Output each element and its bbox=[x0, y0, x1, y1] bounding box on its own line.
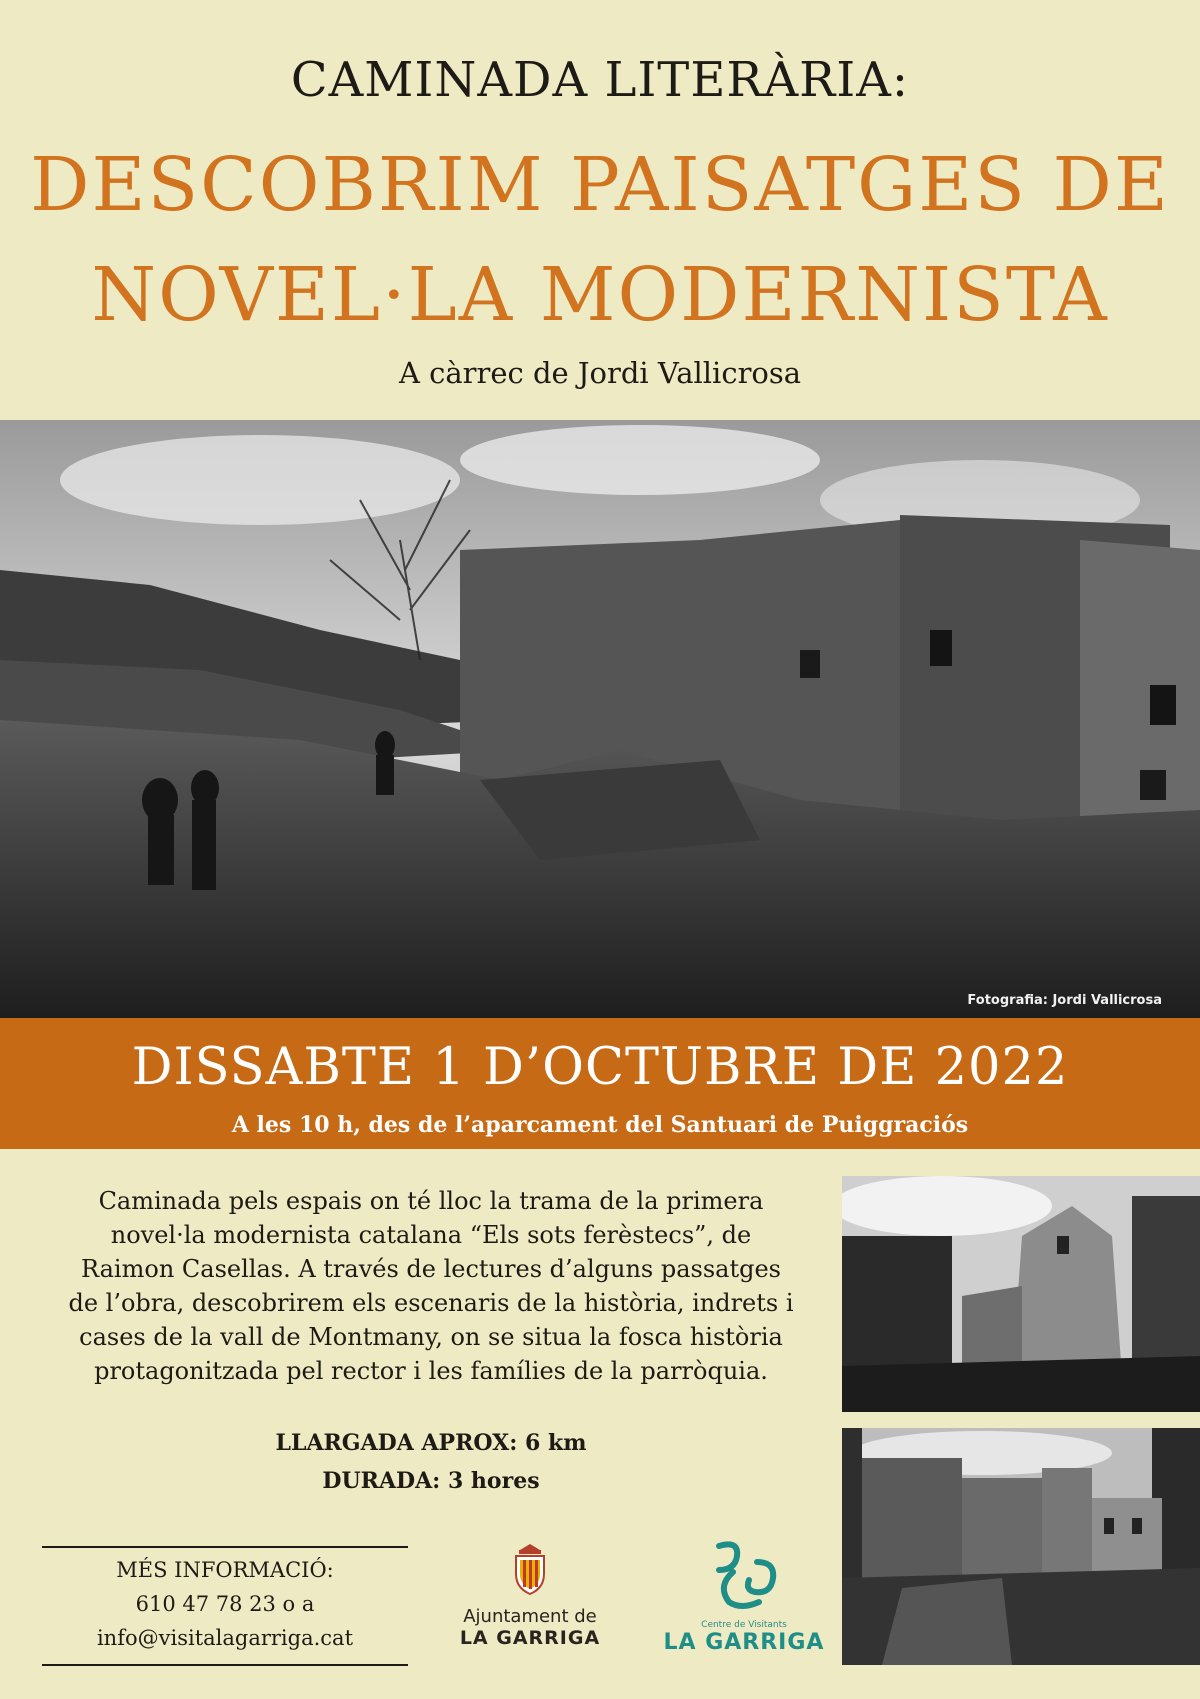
contact-email[interactable]: info@visitalagarriga.cat bbox=[96, 1626, 354, 1650]
poster-byline: A càrrec de Jordi Vallicrosa bbox=[398, 356, 802, 390]
visitor-centre-name: LA GARRIGA bbox=[663, 1630, 825, 1655]
contact-info bbox=[42, 1546, 408, 1666]
side-photo-church-ruin bbox=[842, 1176, 1200, 1412]
description-line: cases de la vall de Montmany, on se situa la fosca història bbox=[79, 1323, 783, 1351]
side-photo-farmhouse-ruin bbox=[842, 1428, 1200, 1665]
contact-heading: MÉS INFORMACIÓ: bbox=[116, 1558, 334, 1582]
date-banner bbox=[0, 1018, 1200, 1149]
ajuntament-logo bbox=[430, 1540, 630, 1649]
description-line: novel·la modernista catalana “Els sots ferèstecs”, de bbox=[110, 1221, 752, 1249]
photo-credit: Fotografia: Jordi Vallicrosa bbox=[967, 993, 1162, 1008]
visitor-centre-small: Centre de Visitants bbox=[701, 1620, 787, 1630]
event-meeting-point: A les 10 h, des de l’aparcament del Santuari de Puiggraciós bbox=[231, 1112, 969, 1138]
contact-phone: 610 47 78 23 o a bbox=[135, 1592, 315, 1616]
contact-top-rule bbox=[42, 1546, 408, 1548]
poster-kicker: CAMINADA LITERÀRIA: bbox=[290, 52, 910, 108]
visitor-centre-icon bbox=[699, 1536, 789, 1616]
farmhouse-ruin-image bbox=[842, 1428, 1200, 1665]
church-ruin-image bbox=[842, 1176, 1200, 1412]
visitor-centre-logo bbox=[654, 1536, 834, 1655]
description-line: Caminada pels espais on té lloc la trama de la primera bbox=[98, 1187, 764, 1215]
poster-title-line2: NOVEL·LA MODERNISTA bbox=[91, 252, 1109, 338]
coat-of-arms-icon bbox=[502, 1540, 558, 1596]
ruins-landscape-image bbox=[0, 420, 1200, 1018]
event-date: DISSABTE 1 D’OCTUBRE DE 2022 bbox=[131, 1038, 1069, 1097]
event-description bbox=[56, 1184, 806, 1388]
description-line: de l’obra, descobrirem els escenaris de la història, indrets i bbox=[68, 1289, 794, 1317]
poster-title-line1: DESCOBRIM PAISATGES DE bbox=[30, 142, 1170, 228]
description-line: protagonitzada pel rector i les famílies de la parròquia. bbox=[94, 1357, 768, 1385]
description-line: Raimon Casellas. A través de lectures d’alguns passatges bbox=[81, 1255, 781, 1283]
ajuntament-name: LA GARRIGA bbox=[459, 1627, 601, 1649]
ajuntament-label: Ajuntament de bbox=[463, 1606, 597, 1627]
walk-length: LLARGADA APROX: 6 km bbox=[275, 1430, 587, 1456]
contact-bottom-rule bbox=[42, 1664, 408, 1666]
main-photo-ruins bbox=[0, 420, 1200, 1018]
walk-duration: DURADA: 3 hores bbox=[322, 1468, 540, 1494]
